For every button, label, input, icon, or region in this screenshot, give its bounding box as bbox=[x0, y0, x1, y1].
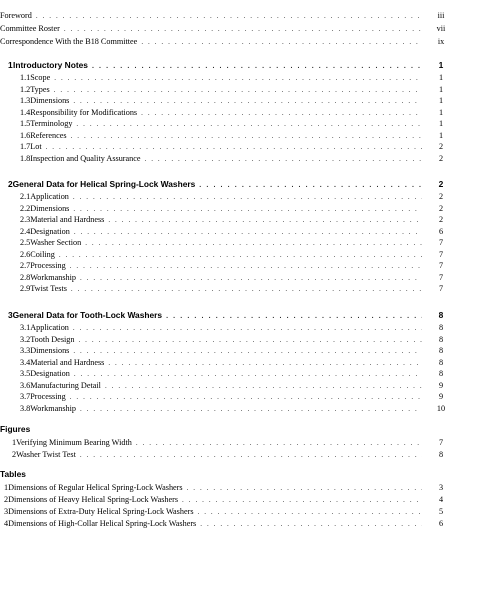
toc-entry[interactable] bbox=[20, 72, 450, 84]
entry-title: Dimensions bbox=[30, 346, 70, 355]
section-number: 1 bbox=[8, 60, 13, 70]
entry-title: Workmanship bbox=[30, 272, 76, 282]
entry-title: Application bbox=[30, 192, 69, 201]
table-page: 6 bbox=[438, 519, 444, 528]
section-page: 1 bbox=[438, 60, 444, 70]
entry-page: 9 bbox=[438, 380, 444, 390]
entry-title: Manufacturing Detail bbox=[30, 380, 101, 390]
entry-page: 8 bbox=[438, 357, 444, 367]
entry-page: 1 bbox=[438, 130, 444, 140]
figure-title: Washer Twist Test bbox=[16, 450, 76, 459]
entry-page: 2 bbox=[438, 203, 444, 213]
entry-number: 3.2 bbox=[20, 334, 31, 344]
entry-number: 2.6 bbox=[20, 249, 31, 259]
table-page: 4 bbox=[438, 495, 444, 504]
entry-number: 2.9 bbox=[20, 284, 31, 293]
entry-page: vii bbox=[436, 24, 446, 33]
dot-leader bbox=[139, 108, 422, 119]
toc-figure-entry[interactable] bbox=[12, 437, 450, 449]
dot-leader bbox=[180, 495, 422, 506]
section-page: 2 bbox=[438, 179, 444, 189]
entry-page: 7 bbox=[438, 272, 444, 282]
dot-leader bbox=[78, 273, 422, 284]
dot-leader bbox=[52, 85, 422, 96]
table-number: 4 bbox=[4, 519, 9, 528]
table-title: Dimensions of High-Collar Helical Spring-Lock Washers bbox=[8, 519, 197, 528]
toc-entry[interactable] bbox=[20, 260, 450, 272]
dot-leader bbox=[106, 358, 422, 369]
toc-table-entry[interactable] bbox=[4, 494, 450, 506]
entry-number: 1.8 bbox=[20, 153, 31, 163]
entry-page: iii bbox=[437, 11, 445, 20]
dot-leader bbox=[72, 369, 422, 380]
figure-page: 7 bbox=[438, 438, 444, 447]
toc-entry[interactable] bbox=[20, 84, 450, 96]
dot-leader bbox=[71, 204, 422, 215]
toc-entry[interactable] bbox=[20, 380, 450, 392]
dot-leader bbox=[71, 323, 422, 334]
dot-leader bbox=[76, 335, 422, 346]
dot-leader bbox=[57, 250, 422, 261]
entry-number: 1.5 bbox=[20, 119, 31, 128]
entry-page: ix bbox=[437, 37, 445, 46]
toc-entry[interactable] bbox=[20, 322, 450, 334]
table-title: Dimensions of Heavy Helical Spring-Lock Washers bbox=[8, 495, 179, 504]
toc-table-entry[interactable] bbox=[4, 518, 450, 530]
table-page: 5 bbox=[438, 507, 444, 516]
entry-page: 7 bbox=[438, 238, 444, 247]
dot-leader bbox=[196, 507, 422, 518]
entry-number: 2.2 bbox=[20, 203, 31, 213]
entry-title: Designation bbox=[30, 369, 70, 378]
toc-entry[interactable] bbox=[20, 357, 450, 369]
entry-title: Designation bbox=[30, 226, 70, 236]
toc-entry[interactable] bbox=[20, 272, 450, 284]
toc-entry-committee-roster[interactable] bbox=[0, 23, 450, 35]
entry-number: 2.4 bbox=[20, 226, 31, 236]
dot-leader bbox=[134, 438, 422, 449]
toc-entry[interactable] bbox=[20, 130, 450, 142]
entry-number: 3.3 bbox=[20, 346, 31, 355]
section-title: General Data for Helical Spring-Lock Washers bbox=[12, 179, 196, 189]
entry-page: 9 bbox=[438, 392, 444, 401]
dot-leader bbox=[83, 238, 422, 249]
toc-entry-foreword[interactable] bbox=[0, 10, 450, 22]
entry-title: Coiling bbox=[30, 249, 55, 259]
dot-leader bbox=[197, 180, 422, 191]
entry-title: Processing bbox=[30, 392, 66, 401]
entry-number: 2.3 bbox=[20, 215, 31, 224]
entry-page: 2 bbox=[438, 215, 444, 224]
dot-leader bbox=[90, 61, 422, 72]
dot-leader bbox=[74, 119, 422, 130]
entry-title: Correspondence With the B18 Committee bbox=[0, 37, 138, 46]
entry-number: 2.8 bbox=[20, 272, 31, 282]
dot-leader bbox=[143, 154, 422, 165]
entry-page: 2 bbox=[438, 153, 444, 163]
toc-entry[interactable] bbox=[20, 203, 450, 215]
toc-entry[interactable] bbox=[20, 334, 450, 346]
section-title: General Data for Tooth-Lock Washers bbox=[12, 310, 163, 320]
tables-heading: Tables bbox=[0, 469, 26, 479]
entry-page: 7 bbox=[438, 261, 444, 270]
toc-section-1[interactable] bbox=[8, 60, 450, 72]
table-number: 3 bbox=[4, 507, 9, 516]
dot-leader bbox=[68, 261, 422, 272]
dot-leader bbox=[139, 37, 422, 48]
dot-leader bbox=[164, 311, 422, 322]
entry-number: 1.1 bbox=[20, 73, 31, 82]
entry-page: 2 bbox=[438, 142, 444, 151]
table-number: 2 bbox=[4, 495, 9, 504]
entry-page: 8 bbox=[438, 323, 444, 332]
toc-entry[interactable] bbox=[20, 226, 450, 238]
entry-title: Washer Section bbox=[30, 238, 82, 247]
toc-entry[interactable] bbox=[20, 191, 450, 203]
dot-leader bbox=[103, 381, 422, 392]
entry-page: 8 bbox=[438, 334, 444, 344]
entry-number: 1.2 bbox=[20, 84, 31, 94]
figure-number: 1 bbox=[12, 438, 17, 447]
entry-number: 3.4 bbox=[20, 357, 31, 367]
dot-leader bbox=[44, 142, 422, 153]
entry-title: Dimensions bbox=[30, 96, 70, 105]
dot-leader bbox=[69, 284, 422, 295]
entry-page: 1 bbox=[438, 84, 444, 94]
dot-leader bbox=[78, 404, 422, 415]
entry-number: 3.6 bbox=[20, 380, 31, 390]
toc-entry[interactable] bbox=[20, 214, 450, 226]
dot-leader bbox=[71, 96, 422, 107]
toc-figure-entry[interactable] bbox=[12, 449, 450, 461]
toc-entry[interactable] bbox=[20, 403, 450, 415]
toc-entry-correspondence[interactable] bbox=[0, 36, 450, 48]
entry-title: Lot bbox=[30, 142, 42, 151]
figure-number: 2 bbox=[12, 450, 17, 459]
entry-title: References bbox=[30, 130, 67, 140]
dot-leader bbox=[198, 519, 422, 530]
entry-title: Inspection and Quality Assurance bbox=[30, 153, 141, 163]
entry-number: 3.7 bbox=[20, 392, 31, 401]
entry-title: Dimensions bbox=[30, 203, 70, 213]
section-page: 8 bbox=[438, 310, 444, 320]
toc-entry[interactable] bbox=[20, 391, 450, 403]
entry-number: 1.7 bbox=[20, 142, 31, 151]
toc-entry[interactable] bbox=[20, 345, 450, 357]
toc-table-entry[interactable] bbox=[4, 506, 450, 518]
dot-leader bbox=[106, 215, 422, 226]
toc-entry[interactable] bbox=[20, 249, 450, 261]
entry-page: 7 bbox=[438, 249, 444, 259]
toc-entry[interactable] bbox=[20, 118, 450, 130]
entry-page: 2 bbox=[438, 192, 444, 201]
dot-leader bbox=[68, 392, 422, 403]
section-number: 2 bbox=[8, 179, 13, 189]
entry-page: 1 bbox=[438, 119, 444, 128]
entry-number: 2.5 bbox=[20, 238, 31, 247]
entry-page: 8 bbox=[438, 346, 444, 355]
entry-title: Scope bbox=[30, 73, 51, 82]
entry-title: Material and Hardness bbox=[30, 215, 105, 224]
dot-leader bbox=[71, 346, 422, 357]
entry-number: 3.1 bbox=[20, 323, 31, 332]
entry-page: 1 bbox=[438, 73, 444, 82]
entry-number: 3.5 bbox=[20, 369, 31, 378]
toc-entry[interactable] bbox=[20, 368, 450, 380]
entry-title: Twist Tests bbox=[30, 284, 67, 293]
dot-leader bbox=[185, 483, 422, 494]
entry-number: 2.7 bbox=[20, 261, 31, 270]
entry-title: Tooth Design bbox=[30, 334, 75, 344]
entry-number: 1.6 bbox=[20, 130, 31, 140]
dot-leader bbox=[78, 450, 422, 461]
table-title: Dimensions of Regular Helical Spring-Lock Washers bbox=[8, 483, 183, 492]
table-page: 3 bbox=[438, 483, 444, 492]
entry-title: Responsibility for Modifications bbox=[30, 107, 138, 117]
section-title: Introductory Notes bbox=[13, 60, 88, 70]
entry-title: Processing bbox=[30, 261, 66, 270]
toc-section-3[interactable] bbox=[8, 310, 450, 322]
table-title: Dimensions of Extra-Duty Helical Spring-Lock Washers bbox=[8, 507, 194, 516]
entry-page: 10 bbox=[436, 403, 446, 413]
toc-entry[interactable] bbox=[20, 107, 450, 119]
entry-number: 1.4 bbox=[20, 107, 31, 117]
toc-entry[interactable] bbox=[20, 141, 450, 153]
entry-page: 1 bbox=[438, 96, 444, 105]
toc-table-entry[interactable] bbox=[4, 482, 450, 494]
entry-title: Terminology bbox=[30, 119, 73, 128]
entry-page: 8 bbox=[438, 369, 444, 378]
entry-page: 6 bbox=[438, 226, 444, 236]
dot-leader bbox=[62, 24, 422, 35]
entry-title: Types bbox=[30, 84, 50, 94]
dot-leader bbox=[34, 11, 422, 22]
entry-title: Committee Roster bbox=[0, 24, 60, 33]
entry-title: Workmanship bbox=[30, 403, 76, 413]
figures-heading: Figures bbox=[0, 424, 31, 434]
entry-page: 1 bbox=[438, 107, 444, 117]
entry-title: Foreword bbox=[0, 11, 32, 20]
dot-leader bbox=[71, 192, 422, 203]
figure-title: Verifying Minimum Bearing Width bbox=[16, 438, 132, 447]
dot-leader bbox=[69, 131, 422, 142]
toc-entry[interactable] bbox=[20, 237, 450, 249]
table-number: 1 bbox=[4, 483, 9, 492]
figure-page: 8 bbox=[438, 450, 444, 459]
entry-number: 3.8 bbox=[20, 403, 31, 413]
entry-title: Material and Hardness bbox=[30, 357, 105, 367]
dot-leader bbox=[52, 73, 422, 84]
entry-page: 7 bbox=[438, 284, 444, 293]
entry-number: 2.1 bbox=[20, 192, 31, 201]
toc-entry[interactable] bbox=[20, 95, 450, 107]
entry-number: 1.3 bbox=[20, 96, 31, 105]
toc-entry[interactable] bbox=[20, 153, 450, 165]
entry-title: Application bbox=[30, 323, 69, 332]
toc-section-2[interactable] bbox=[8, 179, 450, 191]
dot-leader bbox=[72, 227, 422, 238]
section-number: 3 bbox=[8, 310, 13, 320]
toc-entry[interactable] bbox=[20, 283, 450, 295]
